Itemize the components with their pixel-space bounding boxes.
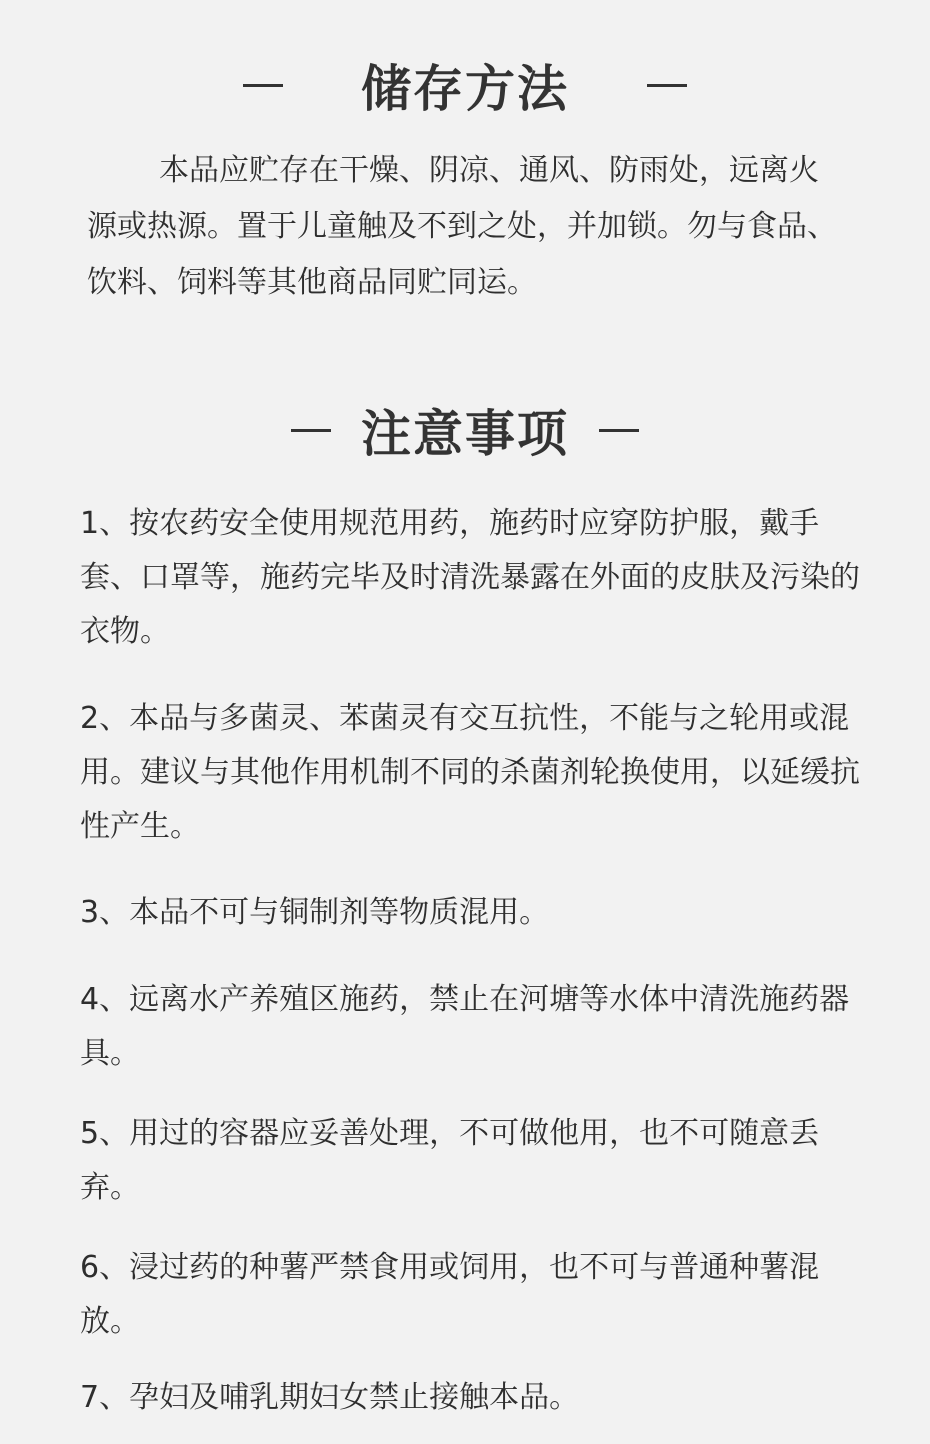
precaution-item: 4、远离水产养殖区施药，禁止在河塘等水体中清洗施药器具。 [80, 982, 850, 1071]
precaution-item: 6、浸过药的种薯严禁食用或饲用，也不可与普通种薯混放。 [80, 1250, 820, 1339]
precaution-item: 1、按农药安全使用规范用药，施药时应穿防护服，戴手套、口罩等，施药完毕及时清洗暴露在外面的皮肤及污染的衣物。 [80, 506, 860, 649]
heading-dash-right [599, 429, 639, 432]
storage-heading [0, 55, 930, 118]
precaution-item: 3、本品不可与铜制剂等物质混用。 [80, 895, 550, 930]
precaution-item: 2、本品与多菌灵、苯菌灵有交互抗性，不能与之轮用或混用。建议与其他作用机制不同的杀菌剂轮换使用，以延缓抗性产生。 [80, 701, 860, 844]
precaution-item: 7、孕妇及哺乳期妇女禁止接触本品。 [80, 1380, 580, 1415]
storage-title: 储存方法 [361, 60, 569, 118]
precautions-heading [0, 400, 930, 463]
precaution-item: 5、用过的容器应妥善处理，不可做他用，也不可随意丢弃。 [80, 1116, 820, 1205]
precautions-title: 注意事项 [361, 405, 569, 463]
heading-dash-right [647, 84, 687, 87]
storage-paragraph: 本品应贮存在干燥、阴凉、通风、防雨处，远离火源或热源。置于儿童触及不到之处，并加锁。勿与食品、饮料、饲料等其他商品同贮同运。 [87, 153, 837, 300]
heading-dash-left [243, 84, 283, 87]
heading-dash-left [291, 429, 331, 432]
